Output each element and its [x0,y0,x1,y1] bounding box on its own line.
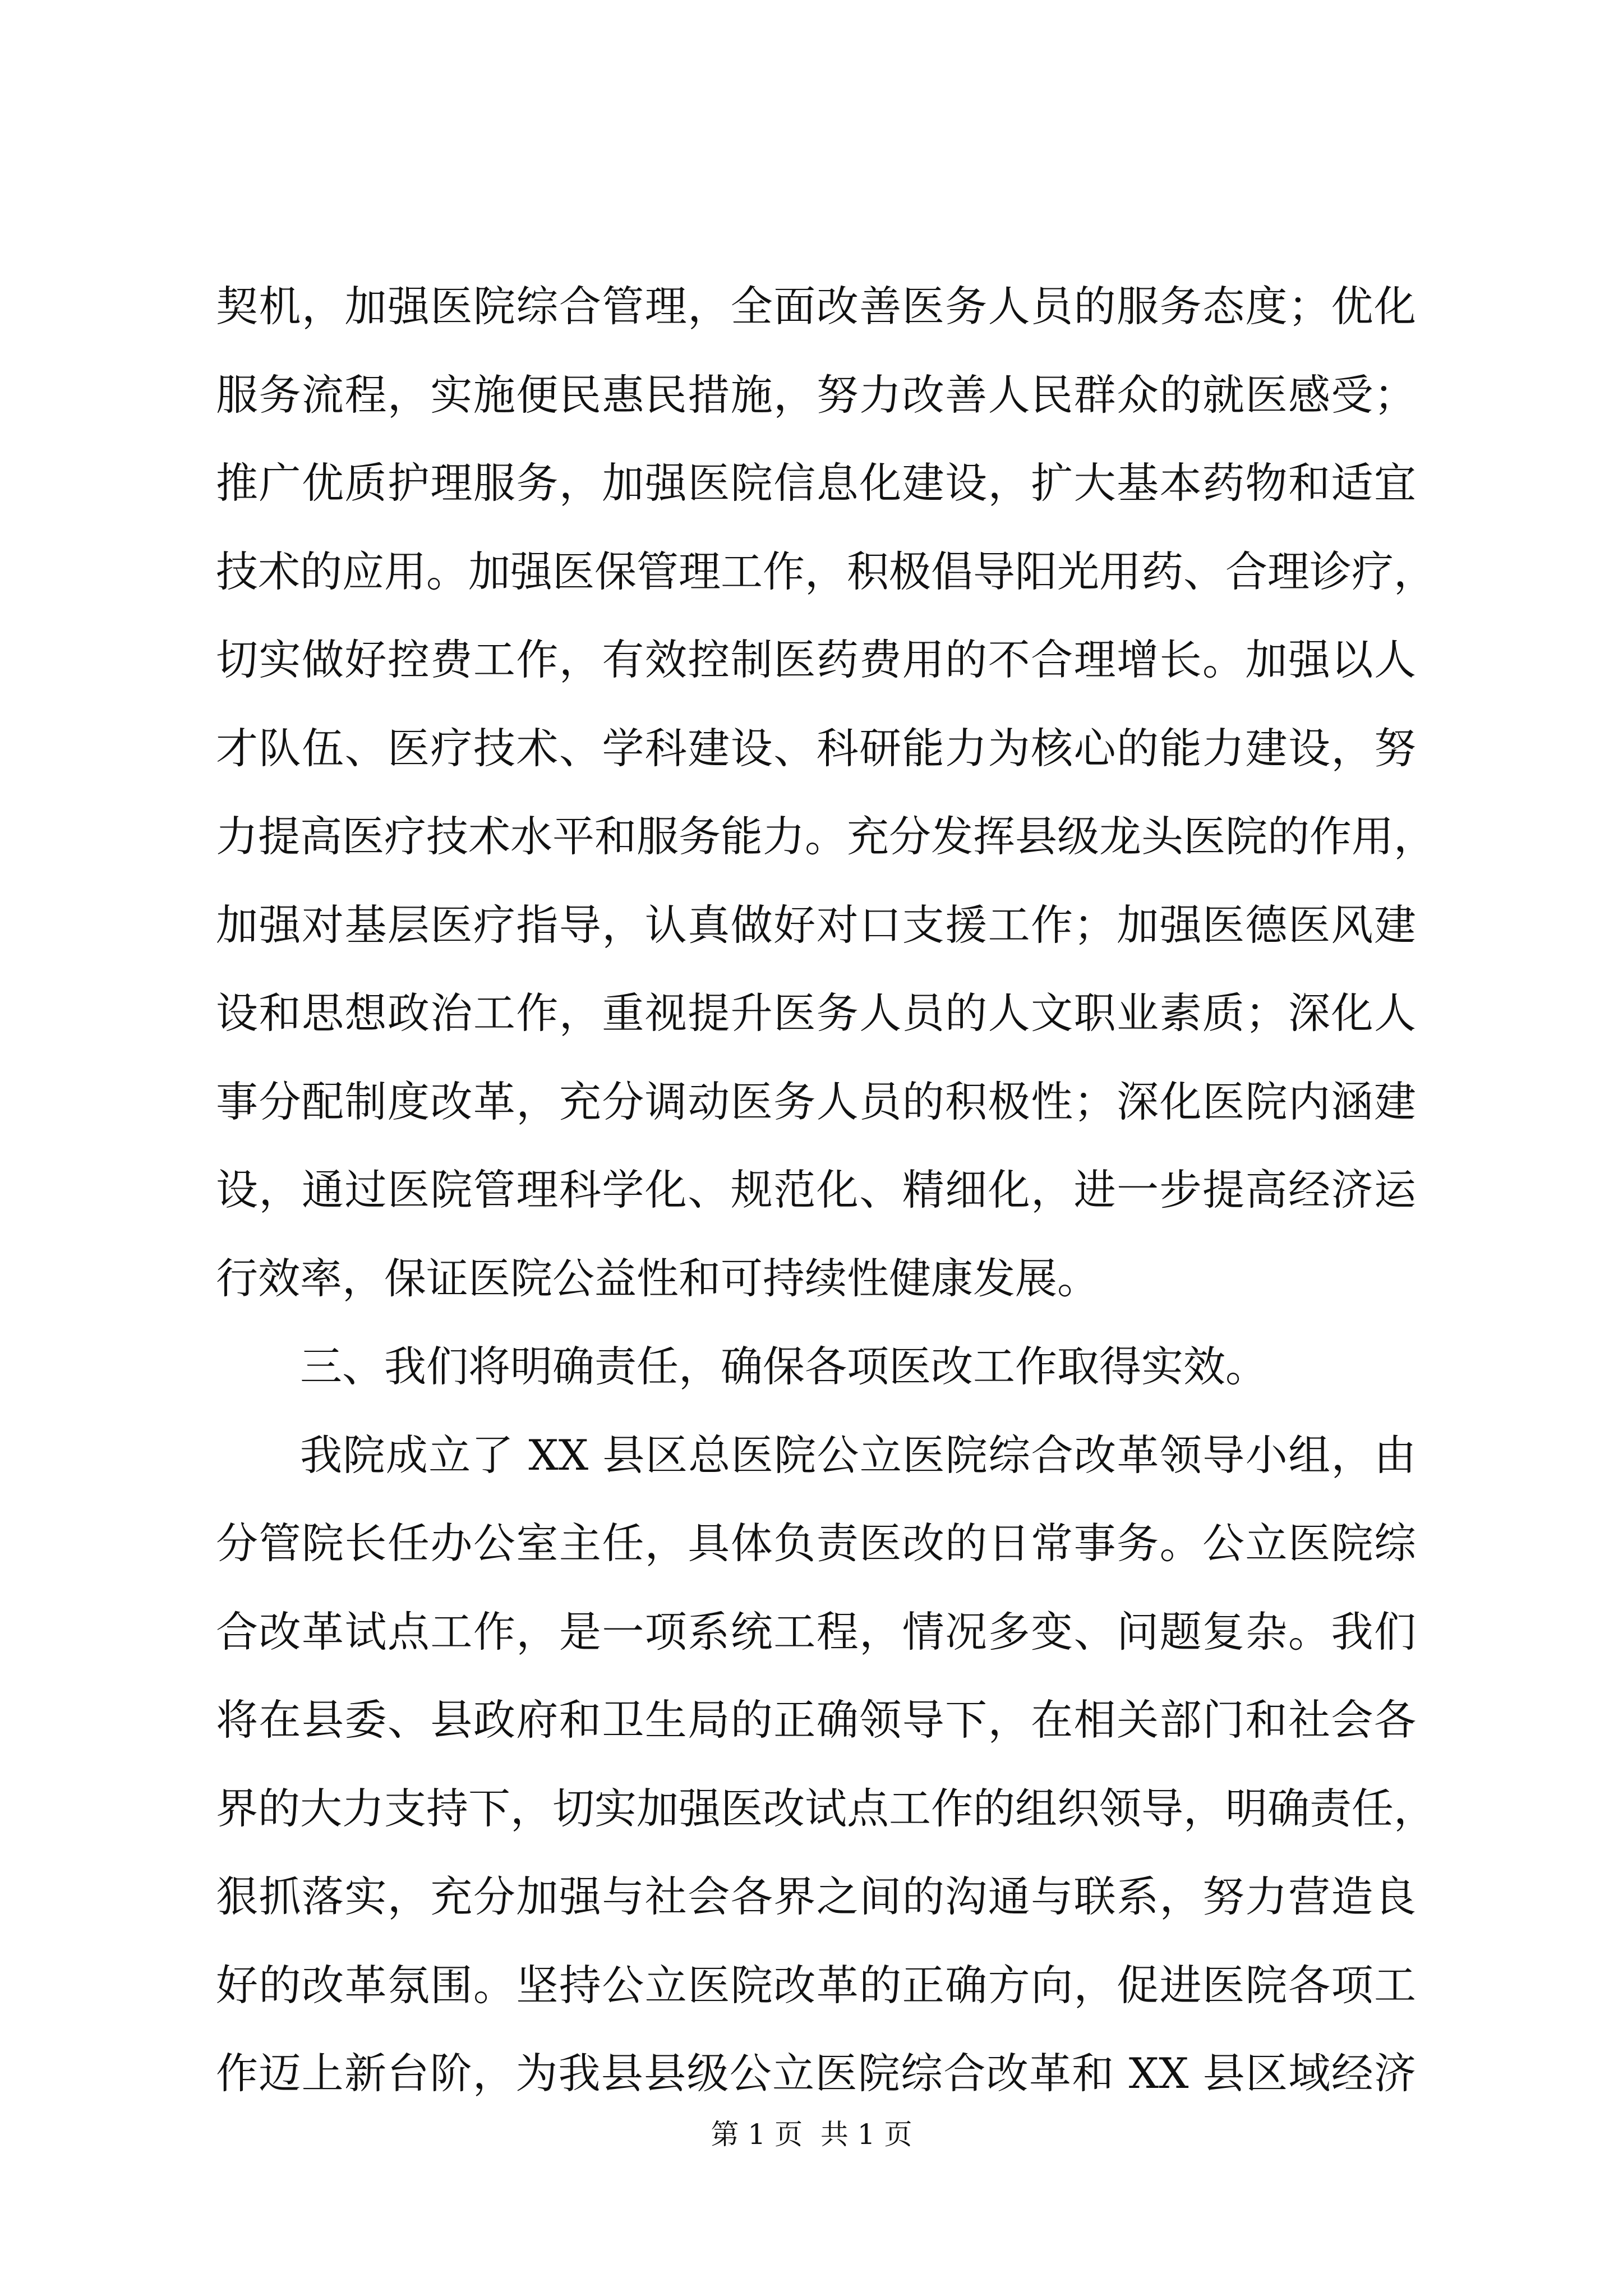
text-line-21: 作迈上新台阶，为我县县级公立医院综合改革和 XX 县区域经济 [216,2049,1416,2098]
text-line-18: 界的大力支持下，切实加强医改试点工作的组织领导，明确责任， [216,1783,1436,1833]
text-line-14: 我院成立了 XX 县区总医院公立医院综合改革领导小组，由 [300,1430,1416,1480]
text-line-12: 行效率，保证医院公益性和可持续性健康发展。 [216,1253,1100,1303]
text-line-9: 设和思想政治工作，重视提升医务人员的人文职业素质；深化人 [216,988,1416,1038]
text-line-8: 加强对基层医疗指导，认真做好对口支援工作；加强医德医风建 [216,900,1416,950]
text-line-16: 合改革试点工作，是一项系统工程，情况多变、问题复杂。我们 [216,1607,1416,1657]
text-line-11: 设，通过医院管理科学化、规范化、精细化，进一步提高经济运 [216,1165,1416,1214]
text-line-6: 才队伍、医疗技术、学科建设、科研能力为核心的能力建设，努 [216,723,1416,773]
section-heading: 三、我们将明确责任，确保各项医改工作取得实效。 [300,1342,1268,1391]
body-text [216,263,1436,2118]
text-line-15: 分管院长任办公室主任，具体负责医改的日常事务。公立医院综 [216,1519,1416,1568]
text-line-20: 好的改革氛围。坚持公立医院改革的正确方向，促进医院各项工 [216,1960,1416,2010]
text-line-2: 服务流程，实施便民惠民措施，努力改善人民群众的就医感受； [216,370,1416,420]
text-line-17: 将在县委、县政府和卫生局的正确领导下，在相关部门和社会各 [216,1695,1416,1745]
text-line-7: 力提高医疗技术水平和服务能力。充分发挥县级龙头医院的作用， [216,812,1436,861]
text-line-4: 技术的应用。加强医保管理工作，积极倡导阳光用药、合理诊疗， [216,546,1436,596]
text-line-3: 推广优质护理服务，加强医院信息化建设，扩大基本药物和适宜 [216,458,1416,508]
text-line-1: 契机，加强医院综合管理，全面改善医务人员的服务态度；优化 [216,282,1416,331]
text-line-19: 狠抓落实，充分加强与社会各界之间的沟通与联系，努力营造良 [216,1872,1416,1921]
page-footer: 第 1 页 共 1 页 [711,2118,912,2151]
text-line-5: 切实做好控费工作，有效控制医药费用的不合理增长。加强以人 [216,635,1416,684]
text-line-10: 事分配制度改革，充分调动医务人员的积极性；深化医院内涵建 [216,1076,1416,1126]
